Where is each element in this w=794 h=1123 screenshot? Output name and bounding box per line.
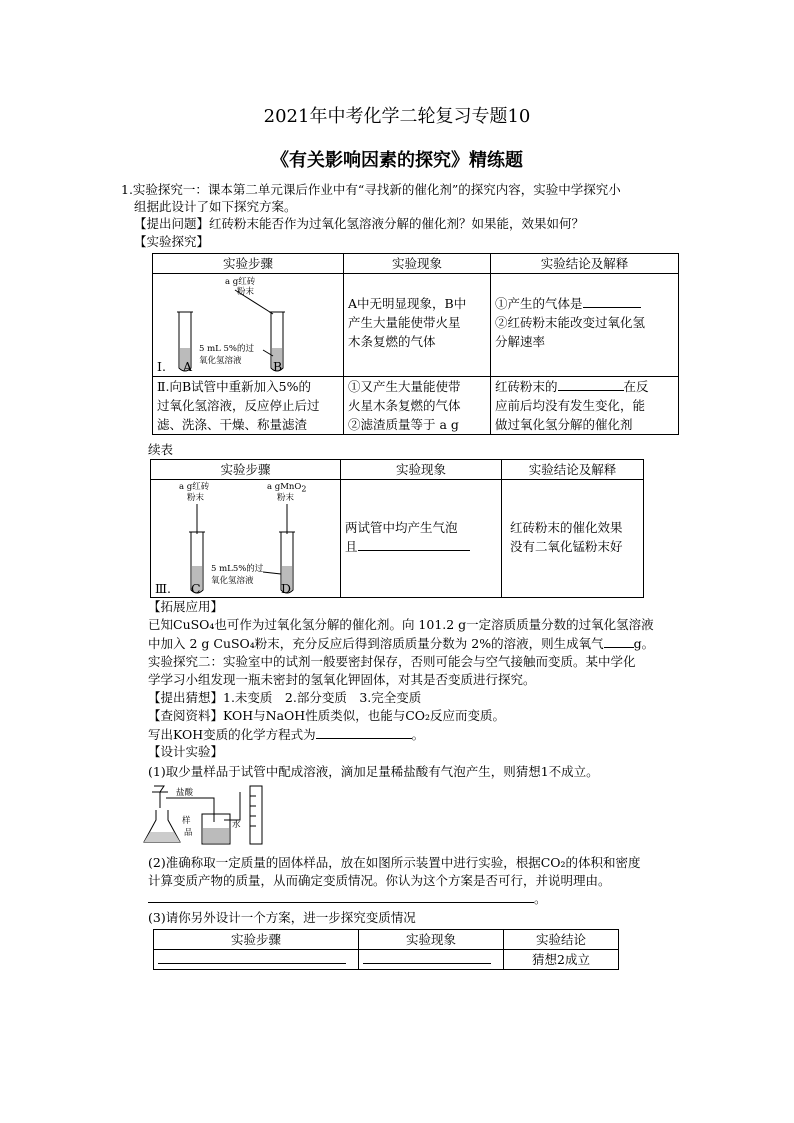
powder-label-1: a g红砖 [225, 277, 256, 287]
conclusion-2-line-3: 做过氧化氢分解的催化剂 [495, 417, 633, 432]
experiment-table-2 [150, 459, 644, 598]
table1-header-phenomenon: 实验现象 [344, 254, 491, 274]
conclusion-1-line-1: ①产生的气体是 [495, 296, 583, 311]
phenomenon-answer-blank[interactable] [363, 950, 491, 964]
tube-label-b: B [273, 359, 283, 374]
phenomenon-3-line-1: 两试管中均产生气泡 [345, 520, 458, 535]
table2-header-conclusion: 实验结论及解释 [502, 460, 644, 480]
solution-cd-label-2: 氧化氢溶液 [211, 576, 254, 586]
acid-label: 盐酸 [176, 788, 194, 798]
powder-d-label-2: 粉末 [277, 493, 295, 503]
table2-header-step: 实验步骤 [151, 460, 341, 480]
extend-heading: 【拓展应用】 [148, 599, 224, 614]
step-label-1: Ⅰ. [157, 359, 166, 374]
table1-header-conclusion: 实验结论及解释 [491, 254, 679, 274]
gas-answer-blank[interactable] [583, 294, 641, 308]
step-2-line-1: Ⅱ.向B试管中重新加入5%的 [157, 379, 311, 394]
design-step-2-line-1: (2)准确称取一定质量的固体样品，放在如图所示装置中进行实验，根据CO₂的体积和密度 [148, 855, 641, 870]
conclusion-2-line-2: 应前后均没有发生变化，能 [495, 398, 646, 413]
equation-text: 写出KOH变质的化学方程式为 [148, 727, 316, 742]
step-label-3: Ⅲ. [155, 581, 172, 596]
phenomenon-2-line-2: 火星木条复燃的气体 [348, 398, 461, 413]
intro-line-2: 组据此设计了如下探究方案。 [134, 199, 297, 214]
powder-c-label-1: a g红砖 [179, 482, 210, 492]
design-step-1: (1)取少量样品于试管中配成溶液，滴加足量稀盐酸有气泡产生，则猜想1不成立。 [148, 764, 599, 779]
data-line: 【查阅资料】KOH与NaOH性质类似，也能与CO₂反应而变质。 [148, 708, 506, 723]
equation-answer-blank[interactable] [316, 725, 412, 739]
oxygen-mass-blank[interactable] [604, 634, 634, 648]
conclusion-2-line-1a: 红砖粉末的 [495, 379, 558, 394]
feasibility-answer-blank[interactable] [148, 889, 534, 903]
phenomenon-3-line-2: 且 [345, 539, 358, 554]
design-step-3: (3)请你另外设计一个方案，进一步探究变质情况 [148, 910, 416, 925]
explore-heading: 【实验探究】 [134, 234, 210, 249]
sample-label-1: 样 [182, 816, 191, 826]
guess-line: 【提出猜想】1.未变质 2.部分变质 3.完全变质 [148, 690, 422, 705]
design-step-2-answer [148, 889, 547, 907]
design-heading: 【设计实验】 [148, 744, 224, 759]
table1-phenomenon-1 [344, 274, 491, 377]
powder-c-label-2: 粉末 [187, 493, 205, 503]
step-2-line-3: 滤、洗涤、干燥、称量滤渣 [157, 417, 308, 432]
test-tube-figure-1 [153, 274, 343, 376]
equation-line [148, 725, 424, 743]
test-tube-figure-2 [151, 480, 340, 597]
equation-end: 。 [411, 727, 425, 742]
tube-label-a: A [183, 359, 193, 374]
design-step-2-end: 。 [534, 891, 547, 906]
table3-step-cell [154, 950, 359, 970]
experiment-table-1 [152, 253, 679, 435]
page-subtitle: 《有关影响因素的探究》精练题 [271, 150, 523, 171]
water-label: 水 [232, 820, 241, 830]
page-title: 2021年中考化学二轮复习专题10 [263, 106, 531, 127]
continued-label: 续表 [148, 442, 174, 457]
table1-header-step: 实验步骤 [153, 254, 344, 274]
powder-label-2: 粉末 [237, 287, 255, 297]
phenomenon-1-line-1: A中无明显现象，B中 [348, 296, 467, 311]
extend-line-1: 已知CuSO₄也可作为过氧化氢分解的催化剂。向 101.2 g一定溶质质量分数的过氧化氢溶液 [148, 617, 654, 632]
conclusion-1-line-2: ②红砖粉末能改变过氧化氢 [495, 315, 646, 330]
table3-header-step: 实验步骤 [154, 930, 359, 950]
conclusion-3-line-1: 红砖粉末的催化效果 [510, 520, 623, 535]
table2-phenomenon [341, 480, 502, 598]
design-table [153, 929, 619, 970]
table1-step-2 [153, 377, 344, 435]
solution-cd-label-1: 5 mL5%的过 [211, 564, 264, 574]
step-answer-blank[interactable] [158, 950, 346, 964]
solution-label-1: 5 mL 5%的过 [199, 344, 255, 354]
mno2-text: a gMnO [267, 482, 302, 492]
extend-line-2 [148, 634, 654, 652]
table1-figure-cell [153, 274, 344, 377]
conclusion-1-line-3: 分解速率 [495, 334, 546, 349]
table1-conclusion-1 [491, 274, 679, 377]
intro-line-1: 1.实验探究一：课本第二单元课后作业中有“寻找新的催化剂”的探究内容，实验中学探究小 [121, 182, 621, 197]
mno2-subscript: 2 [301, 484, 307, 494]
table3-header-conclusion: 实验结论 [504, 930, 619, 950]
sample-label-2: 品 [184, 828, 193, 838]
conclusion-2-line-1b: 在反 [623, 379, 649, 394]
bubble-answer-blank[interactable] [358, 537, 470, 551]
step-2-line-2: 过氧化氢溶液，反应停止后过 [157, 398, 320, 413]
question-line: 【提出问题】红砖粉末能否作为过氧化氢溶液分解的催化剂？如果能，效果如何？ [134, 216, 585, 231]
phenomenon-1-line-3: 木条复燃的气体 [348, 334, 436, 349]
extend-line-2-unit: g。 [633, 636, 655, 651]
design-step-2-line-2: 计算变质产物的质量，从而确定变质情况。你认为这个方案是否可行，并说明理由。 [148, 873, 611, 888]
solution-label-2: 氧化氢溶液 [199, 356, 242, 366]
table2-conclusion [502, 480, 644, 598]
tube-label-d: D [281, 581, 292, 596]
phenomenon-2-line-3: ②滤渣质量等于 a g [348, 417, 459, 432]
table3-conclusion-cell: 猜想2成立 [504, 950, 619, 970]
table2-header-phenomenon: 实验现象 [341, 460, 502, 480]
gas-collection-apparatus [140, 780, 270, 850]
conclusion-3-line-2: 没有二氧化锰粉末好 [510, 539, 623, 554]
exp2-line-2: 学学习小组发现一瓶未密封的氢氧化钾固体，对其是否变质进行探究。 [148, 672, 536, 687]
phenomenon-1-line-2: 产生大量能使带火星 [348, 315, 461, 330]
apparatus-figure [140, 780, 270, 850]
table3-phenomenon-cell [359, 950, 504, 970]
property-answer-blank[interactable] [558, 377, 624, 391]
table1-phenomenon-2 [344, 377, 491, 435]
table3-header-phenomenon: 实验现象 [359, 930, 504, 950]
exp2-line-1: 实验探究二：实验室中的试剂一般要密封保存，否则可能会与空气接触而变质。某中学化 [148, 654, 636, 669]
table2-figure-cell [151, 480, 341, 598]
phenomenon-2-line-1: ①又产生大量能使带 [348, 379, 461, 394]
tube-label-c: C [191, 581, 201, 596]
extend-line-2-text: 中加入 2 g CuSO₄粉末，充分反应后得到溶质质量分数为 2%的溶液，则生成氧气 [148, 636, 604, 651]
table1-conclusion-2 [491, 377, 679, 435]
